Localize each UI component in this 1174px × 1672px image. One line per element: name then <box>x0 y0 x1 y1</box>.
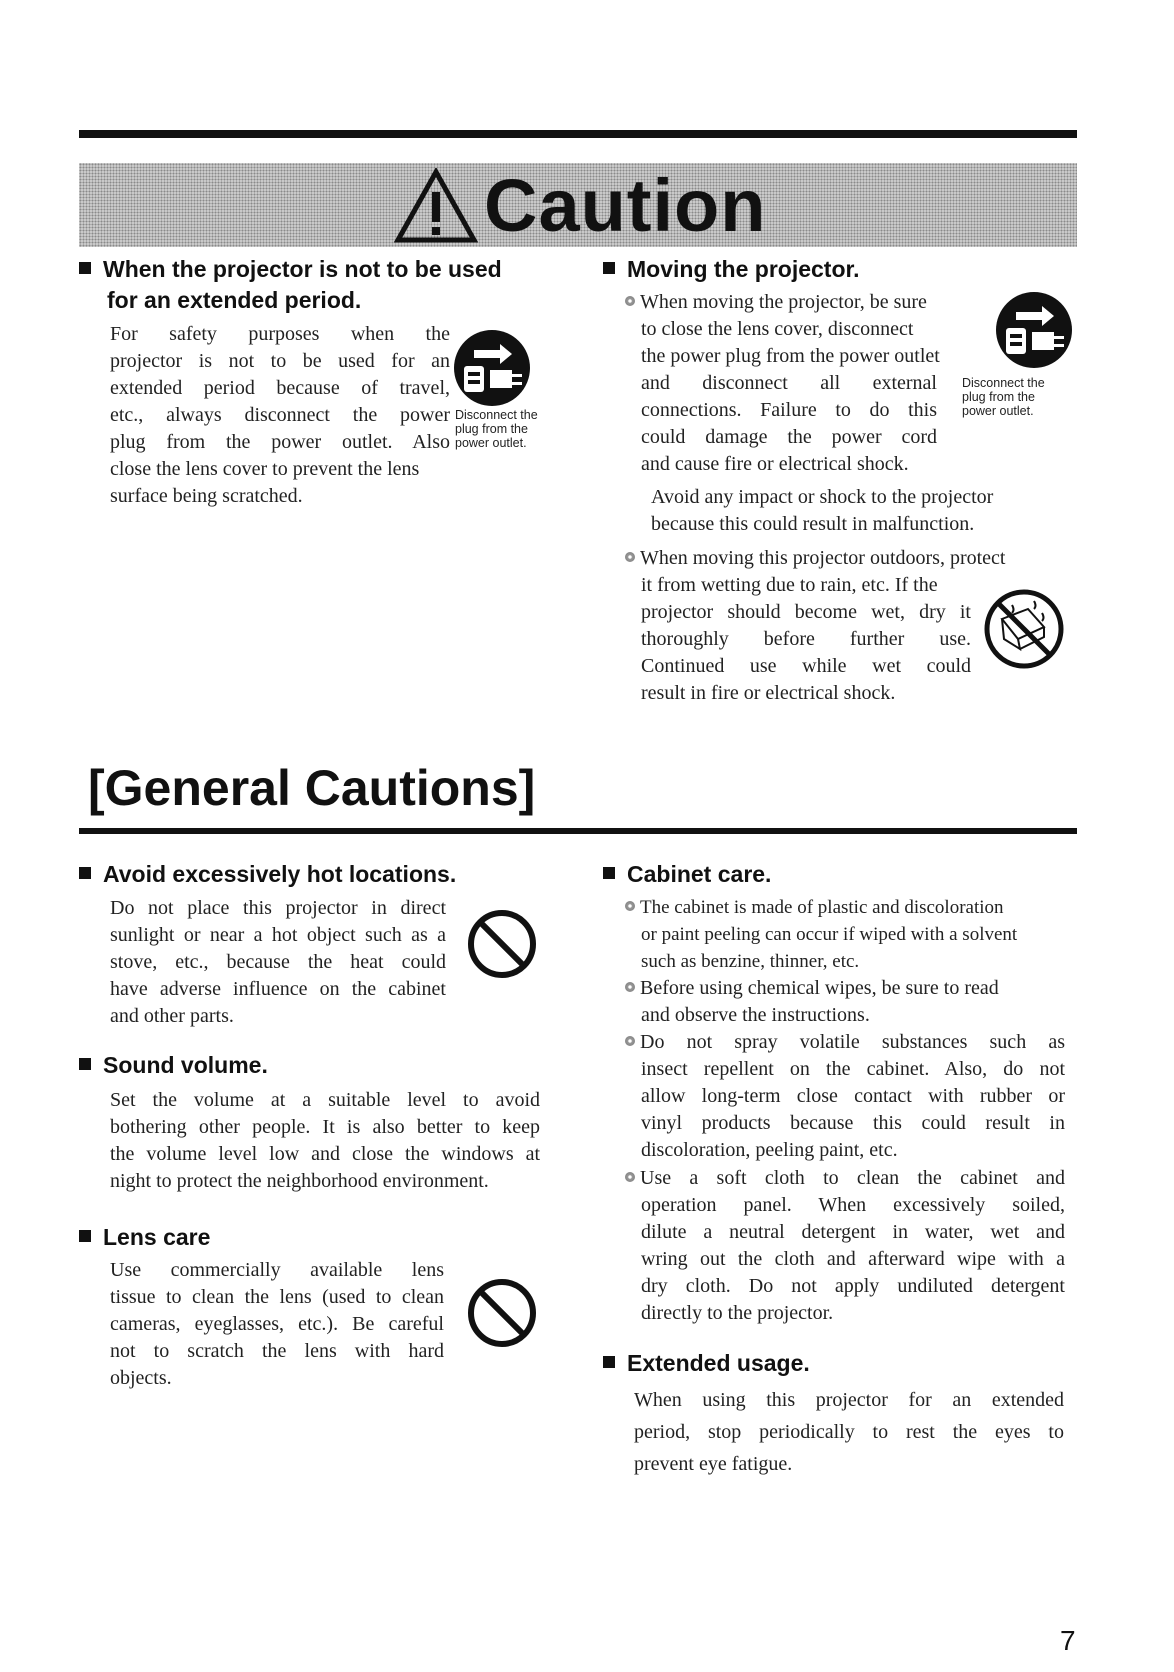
moving-text-3: and cause fire or electrical shock. <box>641 453 909 475</box>
section-heading-extended-usage: Extended usage. <box>603 1348 810 1378</box>
square-bullet-icon <box>79 867 91 879</box>
warning-triangle-icon <box>394 168 478 244</box>
extended-period-text-cont: close the lens cover to prevent the lens surface being scratched. <box>110 458 420 507</box>
cabinet-text-4: Use a soft cloth to clean the cabinet and operation panel. When excessively soiled, dilute a neutral detergent in water, wet and wring out the cloth and afterward wipe with a dry cloth. Do not apply undiluted detergent directly to the projector. <box>625 1165 1065 1327</box>
page-number: 7 <box>1060 1625 1076 1656</box>
round-bullet-icon <box>625 982 635 992</box>
square-bullet-icon <box>603 262 615 274</box>
cabinet-text-2: Before using chemical wipes, be sure to read and observe the instructions. <box>625 975 1065 1029</box>
cabinet-text-1: The cabinet is made of plastic and discoloration or paint peeling can occur if wiped with a solvent such as benzine, thinner, etc. <box>625 894 1065 975</box>
avoid-impact-text: Avoid any impact or shock to the projector because this could result in malfunction. <box>651 486 994 535</box>
unplug-icon-2 <box>994 290 1074 370</box>
caution-title-group <box>394 166 784 246</box>
mid-rule <box>79 828 1077 834</box>
square-bullet-icon <box>79 1058 91 1070</box>
section-heading-cabinet: Cabinet care. <box>603 859 771 889</box>
section-heading-extended-period-line2: for an extended period. <box>107 287 362 313</box>
lens-text: Use commercially available lens tissue to clean the lens (used to clean cameras, eyeglasses, etc.). Be careful not to scratch the lens with hard objects. <box>110 1259 444 1389</box>
round-bullet-icon <box>625 552 635 562</box>
square-bullet-icon <box>603 1356 615 1368</box>
sound-text: Set the volume at a suitable level to avoid bothering other people. It is also better to keep the volume level low and close the windows at night to protect the neighborhood environment. <box>110 1089 540 1192</box>
round-bullet-icon <box>625 901 635 911</box>
moving-text-1: When moving the projector, be sure to close the lens cover, disconnect the power plug from the power outlet <box>625 289 1005 370</box>
top-rule <box>79 130 1077 138</box>
section-heading-extended-period: When the projector is not to be used <box>79 254 502 284</box>
cabinet-text-3: Do not spray volatile substances such as insect repellent on the cabinet. Also, do not allow long-term close contact with rubber or vinyl products because this could result in discoloration, peeling paint, etc. <box>625 1029 1065 1164</box>
outdoor-text-2: projector should become wet, dry it thoroughly before further use. Continued use while wet could result in fire or electrical shock. <box>641 601 971 704</box>
square-bullet-icon <box>79 262 91 274</box>
no-wet-icon <box>982 587 1066 671</box>
hot-text: Do not place this projector in direct sunlight or near a hot object such as a stove, etc., because the heat could have adverse influence on the cabinet and other parts. <box>110 897 446 1027</box>
round-bullet-icon <box>625 1172 635 1182</box>
extended-usage-text: When using this projector for an extended period, stop periodically to rest the eyes to prevent eye fatigue. <box>634 1389 1064 1475</box>
square-bullet-icon <box>603 867 615 879</box>
round-bullet-icon <box>625 1036 635 1046</box>
section-heading-moving: Moving the projector. <box>603 254 860 284</box>
prohibited-icon-2 <box>466 1277 538 1349</box>
prohibited-icon <box>466 908 538 980</box>
unplug-icon <box>452 328 532 408</box>
round-bullet-icon <box>625 296 635 306</box>
section-heading-hot: Avoid excessively hot locations. <box>79 859 456 889</box>
square-bullet-icon <box>79 1230 91 1242</box>
moving-text-2: and disconnect all external connections. Failure to do this could damage the power cord <box>641 372 937 448</box>
section-heading-lens: Lens care <box>79 1222 210 1252</box>
section-heading-sound: Sound volume. <box>79 1050 268 1080</box>
caution-title: Caution <box>484 164 767 247</box>
unplug-caption: Disconnect the plug from the power outlet. <box>455 408 538 450</box>
general-cautions-title: [General Cautions] <box>88 760 536 816</box>
unplug-caption-2: Disconnect the plug from the power outlet. <box>962 376 1045 418</box>
outdoor-text-1: When moving this projector outdoors, protect it from wetting due to rain, etc. If the <box>625 545 1065 599</box>
extended-period-text: For safety purposes when the projector is not to be used for an extended period because of travel, etc., always disconnect the power plug from the power outlet. Also <box>110 323 450 453</box>
